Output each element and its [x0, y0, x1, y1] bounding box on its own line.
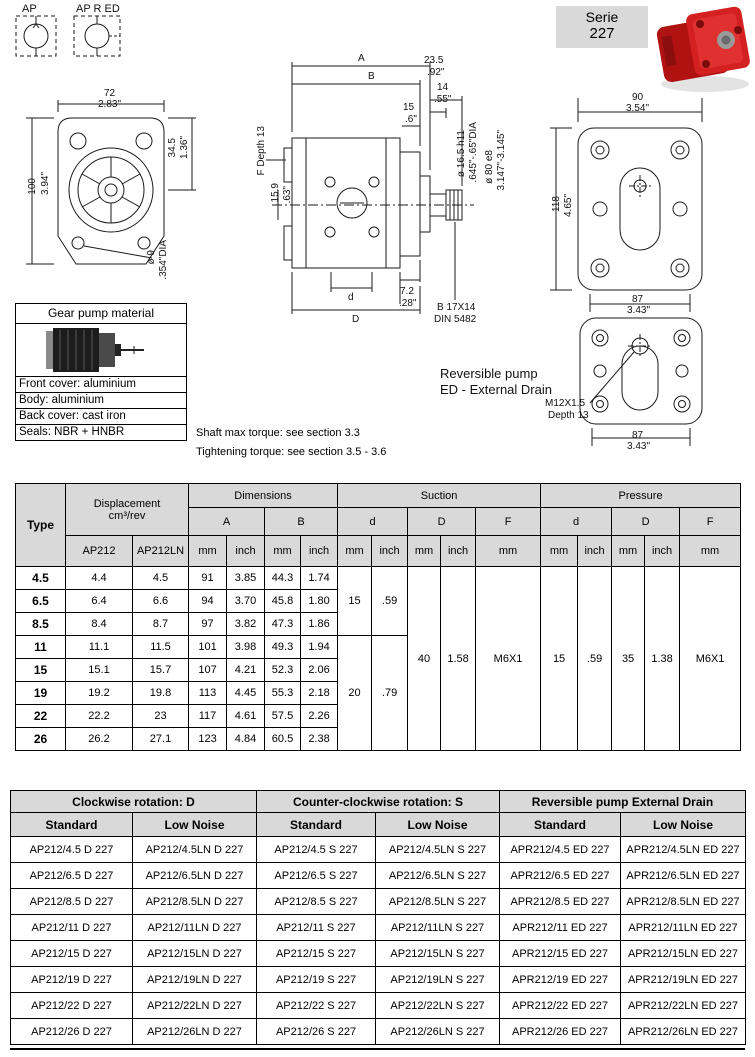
dim-cell: 94	[189, 590, 227, 613]
order-code-cell: AP212/19LN S 227	[376, 967, 500, 993]
header-dimensions: Dimensions	[189, 484, 338, 508]
material-seals: Seals: NBR + HNBR	[16, 424, 186, 440]
dim-cell: 15	[16, 659, 66, 682]
dim-cell: .59	[372, 567, 408, 636]
back-width-in: 3.54"	[626, 103, 650, 114]
header-standard: Standard	[11, 813, 133, 837]
order-code-cell: AP212/19LN D 227	[133, 967, 257, 993]
header-unit: mm	[189, 536, 227, 567]
header-displacement-unit: cm³/rev	[108, 509, 146, 522]
dim-cell: 91	[189, 567, 227, 590]
drain-depth: Depth 13	[548, 410, 589, 421]
back-height-mm: 118	[551, 196, 562, 212]
dim-cell: 3.98	[227, 636, 265, 659]
front-hole-mm: ø 9	[146, 250, 157, 265]
material-front-cover: Front cover: aluminium	[16, 376, 186, 392]
header-low-noise: Low Noise	[376, 813, 500, 837]
header-pressure: Pressure	[541, 484, 741, 508]
order-code-cell: AP212/11LN D 227	[133, 915, 257, 941]
dimensions-table	[15, 483, 741, 751]
header-standard: Standard	[257, 813, 376, 837]
header-low-noise: Low Noise	[621, 813, 746, 837]
order-code-cell: AP212/22 D 227	[11, 993, 133, 1019]
dim-cell: 2.26	[301, 705, 338, 728]
ap-symbol-drawing	[16, 16, 56, 56]
order-code-cell: AP212/11 D 227	[11, 915, 133, 941]
side-shaft-in: .645"-.65"DIA	[468, 122, 479, 183]
order-code-cell: APR212/4.5 ED 227	[500, 837, 621, 863]
side-pilot-in: 3.147"-3.145"	[496, 130, 507, 191]
order-code-cell: APR212/26LN ED 227	[621, 1019, 746, 1045]
back-base-mm: 87	[632, 294, 644, 305]
order-table-row	[11, 915, 746, 941]
header-suction: Suction	[338, 484, 541, 508]
dim-cell: 1.58	[441, 567, 476, 751]
dim-cell: 1.80	[301, 590, 338, 613]
dim-cell: 107	[189, 659, 227, 682]
order-code-cell: APR212/11LN ED 227	[621, 915, 746, 941]
note-shaft-torque: Shaft max torque: see section 3.3	[196, 427, 360, 439]
note-tightening-torque: Tightening torque: see section 3.5 - 3.6	[196, 446, 387, 458]
order-code-cell: AP212/6.5 S 227	[257, 863, 376, 889]
order-code-cell: AP212/26LN S 227	[376, 1019, 500, 1045]
dim-cell: 26	[16, 728, 66, 751]
dim-cell: 4.4	[66, 567, 133, 590]
dim-cell: 60.5	[265, 728, 301, 751]
order-code-cell: APR212/8.5LN ED 227	[621, 889, 746, 915]
front-hole-in: .354"DIA	[158, 240, 169, 280]
header-pressure-d: d	[541, 508, 612, 536]
dim-cell: 57.5	[265, 705, 301, 728]
dim-cell: 40	[408, 567, 441, 751]
header-dim-a: A	[189, 508, 265, 536]
header-unit: inch	[227, 536, 265, 567]
order-code-cell: APR212/22LN ED 227	[621, 993, 746, 1019]
order-code-cell: APR212/8.5 ED 227	[500, 889, 621, 915]
pump-photo	[656, 6, 751, 92]
dim-cell: 15	[541, 567, 578, 751]
dim-table-body	[16, 567, 741, 751]
order-code-cell: AP212/19 S 227	[257, 967, 376, 993]
side-f-depth: F Depth 13	[256, 126, 267, 176]
front-height-in: 3.94"	[40, 172, 51, 196]
apred-symbol-drawing	[74, 16, 120, 56]
dim-cell: 44.3	[265, 567, 301, 590]
order-code-cell: APR212/19LN ED 227	[621, 967, 746, 993]
order-code-cell: AP212/4.5 S 227	[257, 837, 376, 863]
order-code-cell: AP212/15LN S 227	[376, 941, 500, 967]
order-code-cell: AP212/11LN S 227	[376, 915, 500, 941]
dim-cell: 22	[16, 705, 66, 728]
back-height-in: 4.65"	[563, 194, 574, 218]
header-unit: mm	[680, 536, 741, 567]
order-code-cell: AP212/4.5LN D 227	[133, 837, 257, 863]
dim-cell: M6X1	[476, 567, 541, 751]
order-code-cell: AP212/4.5LN S 227	[376, 837, 500, 863]
drain-thread: M12X1.5	[545, 398, 586, 409]
footer-rule	[10, 1048, 745, 1050]
side-14-mm: 14	[437, 82, 449, 93]
dim-cell: 15.7	[133, 659, 189, 682]
side-15-mm: 15	[403, 102, 415, 113]
order-code-cell: AP212/22 S 227	[257, 993, 376, 1019]
order-table-row	[11, 1019, 746, 1045]
side-dim-d-small: d	[348, 292, 354, 303]
dim-cell: M6X1	[680, 567, 741, 751]
dim-cell: 15	[338, 567, 372, 636]
material-box	[15, 303, 187, 441]
side-shaft-mm: ø 16.5 h11	[456, 130, 467, 178]
dim-cell: 4.5	[16, 567, 66, 590]
side-235-mm: 23.5	[424, 55, 444, 66]
header-displacement	[66, 484, 189, 536]
side-72-in: .28"	[399, 298, 417, 309]
order-table-body	[11, 837, 746, 1045]
header-suction-d: d	[338, 508, 408, 536]
side-dim-b: B	[368, 71, 375, 82]
dim-cell: 52.3	[265, 659, 301, 682]
side-spline: B 17X14	[437, 302, 476, 313]
order-code-cell: AP212/15 D 227	[11, 941, 133, 967]
order-table-row	[11, 993, 746, 1019]
dim-cell: 26.2	[66, 728, 133, 751]
dim-cell: 113	[189, 682, 227, 705]
dim-cell: 8.5	[16, 613, 66, 636]
drain-base-mm: 87	[632, 430, 644, 441]
dim-cell: 6.4	[66, 590, 133, 613]
header-reversible: Reversible pump External Drain	[500, 791, 746, 813]
dim-cell: 6.6	[133, 590, 189, 613]
drain-view-drawing	[580, 318, 702, 446]
dim-cell: 49.3	[265, 636, 301, 659]
dim-cell: 4.5	[133, 567, 189, 590]
dim-cell: 11.1	[66, 636, 133, 659]
header-standard: Standard	[500, 813, 621, 837]
order-table-row	[11, 837, 746, 863]
order-code-cell: AP212/11 S 227	[257, 915, 376, 941]
side-14-in: .55"	[434, 94, 452, 105]
dim-cell: 2.38	[301, 728, 338, 751]
dim-cell: 2.18	[301, 682, 338, 705]
serie-label: Serie	[585, 9, 619, 25]
dim-cell: 1.38	[645, 567, 680, 751]
dim-cell: 3.82	[227, 613, 265, 636]
side-spline-std: DIN 5482	[434, 314, 477, 325]
order-code-cell: APR212/19 ED 227	[500, 967, 621, 993]
order-code-cell: APR212/15LN ED 227	[621, 941, 746, 967]
side-159-in: .63"	[282, 186, 293, 204]
header-unit: inch	[301, 536, 338, 567]
dim-cell: 4.45	[227, 682, 265, 705]
order-code-cell: APR212/22 ED 227	[500, 993, 621, 1019]
order-code-cell: AP212/8.5LN D 227	[133, 889, 257, 915]
dim-cell: .59	[578, 567, 612, 751]
order-code-cell: APR212/6.5LN ED 227	[621, 863, 746, 889]
order-code-cell: AP212/15LN D 227	[133, 941, 257, 967]
dim-cell: 4.61	[227, 705, 265, 728]
material-body: Body: aluminium	[16, 392, 186, 408]
order-code-cell: AP212/8.5 D 227	[11, 889, 133, 915]
dim-cell: 23	[133, 705, 189, 728]
order-code-cell: APR212/4.5LN ED 227	[621, 837, 746, 863]
order-code-cell: APR212/26 ED 227	[500, 1019, 621, 1045]
back-width-mm: 90	[632, 92, 644, 103]
header-unit: mm	[265, 536, 301, 567]
dim-cell: 1.94	[301, 636, 338, 659]
side-pilot-mm: ø 80 e8	[484, 150, 495, 184]
serie-badge	[556, 6, 648, 48]
order-code-cell: AP212/15 S 227	[257, 941, 376, 967]
side-dim-a: A	[358, 53, 365, 64]
header-low-noise: Low Noise	[133, 813, 257, 837]
dim-cell: 22.2	[66, 705, 133, 728]
front-height-mm: 100	[27, 178, 38, 195]
dim-cell: 4.21	[227, 659, 265, 682]
reversible-note-line2: ED - External Drain	[440, 382, 552, 397]
order-code-cell: AP212/22LN S 227	[376, 993, 500, 1019]
header-unit: inch	[372, 536, 408, 567]
ordering-table	[10, 790, 746, 1045]
order-code-cell: AP212/4.5 D 227	[11, 837, 133, 863]
order-code-cell: AP212/6.5 D 227	[11, 863, 133, 889]
dim-cell: 11.5	[133, 636, 189, 659]
drawings-area	[0, 0, 755, 480]
header-unit: mm	[338, 536, 372, 567]
dim-cell: 1.74	[301, 567, 338, 590]
dim-cell: 97	[189, 613, 227, 636]
dim-cell: 20	[338, 636, 372, 751]
dim-table-row	[16, 567, 741, 590]
header-ap212: AP212	[66, 536, 133, 567]
header-unit: inch	[441, 536, 476, 567]
material-box-drawing	[16, 324, 186, 376]
ap-symbol-label: AP	[22, 3, 37, 15]
dim-cell: 1.86	[301, 613, 338, 636]
dim-cell: 117	[189, 705, 227, 728]
dim-cell: 19.8	[133, 682, 189, 705]
header-unit: mm	[476, 536, 541, 567]
order-code-cell: APR212/11 ED 227	[500, 915, 621, 941]
order-table-row	[11, 967, 746, 993]
drain-base-in: 3.43"	[627, 441, 651, 452]
front-offset-mm: 34.5	[167, 138, 178, 158]
header-displacement-label: Displacement	[93, 497, 161, 510]
dim-cell: 35	[612, 567, 645, 751]
header-unit: mm	[612, 536, 645, 567]
order-code-cell: AP212/26LN D 227	[133, 1019, 257, 1045]
order-table-row	[11, 941, 746, 967]
header-unit: mm	[541, 536, 578, 567]
order-code-cell: AP212/19 D 227	[11, 967, 133, 993]
order-code-cell: AP212/6.5LN D 227	[133, 863, 257, 889]
order-code-cell: APR212/15 ED 227	[500, 941, 621, 967]
dim-cell: 55.3	[265, 682, 301, 705]
front-width-in: 2.83"	[98, 99, 122, 110]
front-view-drawing	[26, 100, 196, 264]
dim-cell: 123	[189, 728, 227, 751]
front-width-mm: 72	[104, 88, 116, 99]
dim-cell: 101	[189, 636, 227, 659]
order-code-cell: AP212/26 S 227	[257, 1019, 376, 1045]
dim-cell: 8.7	[133, 613, 189, 636]
header-ap212ln: AP212LN	[133, 536, 189, 567]
side-159-mm: 15.9	[270, 183, 281, 203]
order-code-cell: AP212/6.5LN S 227	[376, 863, 500, 889]
front-offset-in: 1.36"	[179, 136, 190, 160]
dim-cell: 47.3	[265, 613, 301, 636]
dim-cell: 19	[16, 682, 66, 705]
dim-cell: 3.85	[227, 567, 265, 590]
header-suction-F: F	[476, 508, 541, 536]
reversible-note-line1: Reversible pump	[440, 366, 538, 381]
dim-cell: 27.1	[133, 728, 189, 751]
dim-cell: 6.5	[16, 590, 66, 613]
dim-cell: 15.1	[66, 659, 133, 682]
material-box-title: Gear pump material	[16, 304, 186, 324]
back-base-in: 3.43"	[627, 305, 651, 316]
dim-cell: .79	[372, 636, 408, 751]
dim-cell: 3.70	[227, 590, 265, 613]
dim-cell: 11	[16, 636, 66, 659]
header-suction-D: D	[408, 508, 476, 536]
side-235-in: .92"	[427, 67, 445, 78]
serie-number: 227	[589, 25, 615, 42]
header-dim-b: B	[265, 508, 338, 536]
order-table-row	[11, 889, 746, 915]
dim-cell: 45.8	[265, 590, 301, 613]
order-table-row	[11, 863, 746, 889]
dim-cell: 2.06	[301, 659, 338, 682]
apred-symbol-label: AP R ED	[76, 3, 120, 15]
mini-pump-icon	[16, 324, 186, 376]
header-pressure-D: D	[612, 508, 680, 536]
material-back-cover: Back cover: cast iron	[16, 408, 186, 424]
dim-cell: 19.2	[66, 682, 133, 705]
order-code-cell: AP212/8.5LN S 227	[376, 889, 500, 915]
order-code-cell: AP212/22LN D 227	[133, 993, 257, 1019]
side-72-mm: 7.2	[400, 286, 414, 297]
dim-cell: 4.84	[227, 728, 265, 751]
header-unit: mm	[408, 536, 441, 567]
header-clockwise: Clockwise rotation: D	[11, 791, 257, 813]
header-unit: inch	[578, 536, 612, 567]
header-counter-clockwise: Counter-clockwise rotation: S	[257, 791, 500, 813]
header-unit: inch	[645, 536, 680, 567]
order-code-cell: AP212/26 D 227	[11, 1019, 133, 1045]
dim-cell: 8.4	[66, 613, 133, 636]
order-code-cell: APR212/6.5 ED 227	[500, 863, 621, 889]
side-dim-d-big: D	[352, 314, 360, 325]
order-code-cell: AP212/8.5 S 227	[257, 889, 376, 915]
header-pressure-F: F	[680, 508, 741, 536]
side-15-in: .6"	[405, 114, 417, 125]
header-type: Type	[16, 484, 66, 567]
